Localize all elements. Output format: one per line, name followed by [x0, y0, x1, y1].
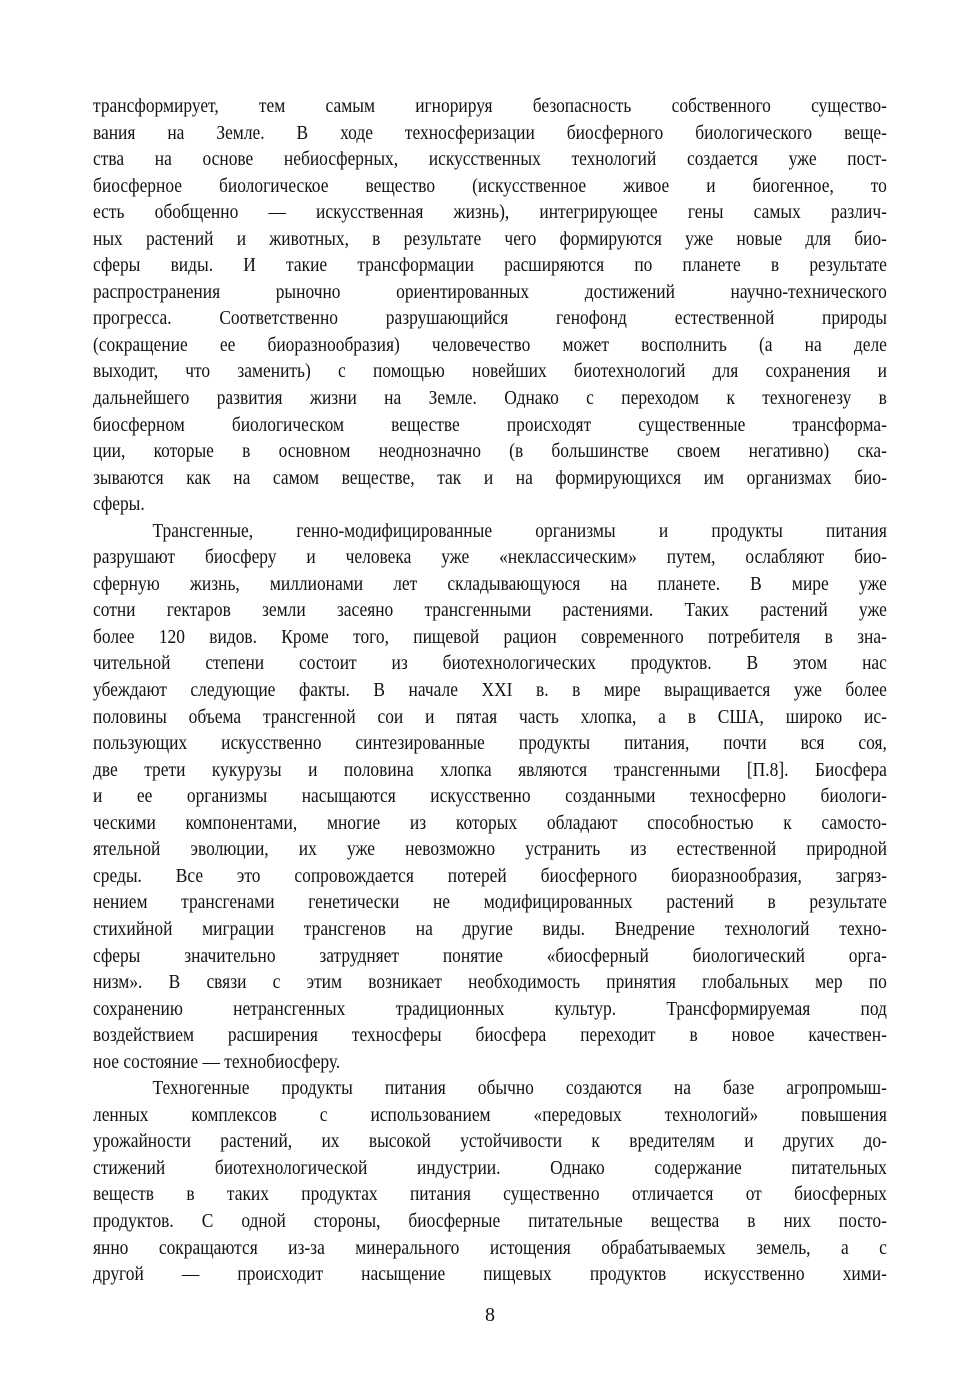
paragraph	[93, 93, 887, 518]
text-line: продуктов. С одной стороны, биосферные питательные вещества в них посто-	[93, 1209, 887, 1232]
text-line: и ее организмы насыщаются искусственно созданными техносферно биологи-	[93, 785, 887, 808]
text-line: другой — происходит насыщение пищевых продуктов искусственно хими-	[93, 1263, 887, 1286]
text-line: убеждают следующие факты. В начале XXI в. в мире выращивается уже более	[93, 679, 887, 702]
text-line: сотни гектаров земли засеяно трансгенными растениями. Таких растений уже	[93, 599, 887, 622]
text-line: сферы значительно затрудняет понятие «биосферный биологический орга-	[93, 944, 887, 967]
text-line: ленных комплексов с использованием «передовых технологий» повышения	[93, 1103, 887, 1126]
text-line: ства на основе небиосферных, искусственных технологий создается уже пост-	[93, 148, 887, 171]
text-line: более 120 видов. Кроме того, пищевой рацион современного потребителя в зна-	[93, 625, 887, 648]
text-line: дальнейшего развития жизни на Земле. Однако с переходом к техногенезу в	[93, 387, 887, 410]
text-line: вания на Земле. В ходе техносферизации биосферного биологического веще-	[93, 121, 887, 144]
text-line: урожайности растений, их высокой устойчивости к вредителям и других до-	[93, 1130, 887, 1153]
text-line: среды. Все это сопровождается потерей биосферного биоразнообразия, загряз-	[93, 864, 887, 887]
text-line: прогресса. Соответственно разрушающийся генофонд естественной природы	[93, 307, 887, 330]
text-line: воздействием расширения техносферы биосфера переходит в новое качествен-	[93, 1024, 887, 1047]
text-line: низм». В связи с этим возникает необходимость принятия глобальных мер по	[93, 971, 887, 994]
text-line: нением трансгенами генетически не модифицированных растений в результате	[93, 891, 887, 914]
text-line: сохранению нетрансгенных традиционных культур. Трансформируемая под	[93, 997, 887, 1020]
text-line: ное состояние — технобиосферу.	[93, 1050, 341, 1073]
text-line: зываются как на самом веществе, так и на формирующихся им организмах био-	[93, 466, 887, 489]
paragraph	[93, 1075, 887, 1287]
text-line: сферную жизнь, миллионами лет складывающуюся на планете. В мире уже	[93, 572, 887, 595]
text-line: две трети кукурузы и половина хлопка являются трансгенными [П.8]. Биосфера	[93, 758, 887, 781]
text-line: Техногенные продукты питания обычно создаются на базе агропромыш-	[152, 1077, 887, 1100]
text-line: ческими компонентами, многие из которых обладают способностью к самосто-	[93, 811, 887, 834]
text-line: пользующих искусственно синтезированные продукты питания, почти вся соя,	[93, 732, 887, 755]
document-body	[93, 93, 887, 1288]
text-line: есть обобщенно — искусственная жизнь), интегрирующее гены самых различ-	[93, 201, 887, 224]
text-line: ятельной эволюции, их уже невозможно устранить из естественной природной	[93, 838, 887, 861]
text-line: ции, которые в основном неоднозначно (в большинстве своем негативно) ска-	[93, 440, 887, 463]
text-line: разрушают биосферу и человека уже «неклассическим» путем, ослабляют био-	[93, 546, 887, 569]
text-line: стижений биотехнологической индустрии. Однако содержание питательных	[93, 1156, 887, 1179]
text-line: сферы виды. И такие трансформации расширяются по планете в результате	[93, 254, 887, 277]
text-line: сферы.	[93, 493, 145, 516]
text-line: стихийной миграции трансгенов на другие виды. Внедрение технологий техно-	[93, 917, 887, 940]
text-line: половины объема трансгенной сои и пятая часть хлопка, а в США, широко ис-	[93, 705, 887, 728]
text-line: распространения рыночно ориентированных достижений научно-технического	[93, 280, 887, 303]
text-line: янно сокращаются из-за минерального истощения обрабатываемых земель, а с	[93, 1236, 887, 1259]
paragraph	[93, 518, 887, 1075]
text-line: ных растений и животных, в результате чего формируются уже новые для био-	[93, 227, 887, 250]
text-line: биосферное биологическое вещество (искусственное живое и биогенное, то	[93, 174, 887, 197]
text-line: трансформирует, тем самым игнорируя безопасность собственного существо-	[93, 95, 887, 117]
text-line: (сокращение ее биоразнообразия) человечество может восполнить (а на деле	[93, 333, 887, 356]
page-number: 8	[485, 1304, 495, 1326]
text-line: Трансгенные, генно-модифицированные организмы и продукты питания	[152, 519, 887, 542]
text-line: чительной степени состоит из биотехнологических продуктов. В этом нас	[93, 652, 887, 675]
text-line: веществ в таких продуктах питания существенно отличается от биосферных	[93, 1183, 887, 1206]
text-line: выходит, что заменить) с помощью новейших биотехнологий для сохранения и	[93, 360, 887, 383]
text-line: биосферном биологическом веществе происходят существенные трансформа-	[93, 413, 887, 436]
